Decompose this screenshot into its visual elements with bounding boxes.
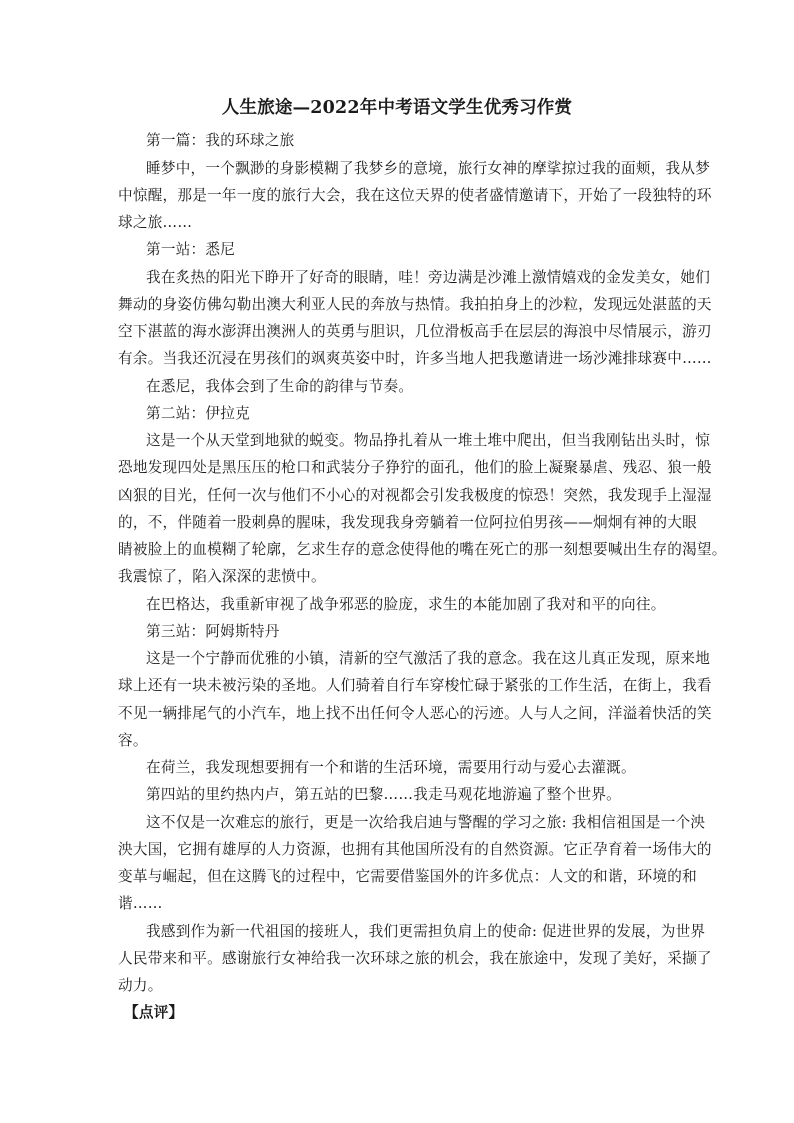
paragraph-line: 睛被脸上的血模糊了轮廓，乞求生存的意念使得他的嘴在死亡的那一刻想要喊出生存的渴望。	[118, 541, 727, 558]
paragraph-line: 有余。当我还沉浸在男孩们的飒爽英姿中时，许多当地人把我邀请进一场沙滩排球赛中……	[118, 350, 712, 367]
section-heading: 第一篇：我的环球之旅	[146, 132, 295, 149]
paragraph-line: 这是一个宁静而优雅的小镇，清新的空气激活了我的意念。我在这儿真正发现，原来地	[146, 650, 711, 667]
paragraph-line: 动力。	[118, 977, 163, 994]
paragraph-line: 第四站的里约热内卢，第五站的巴黎……我走马观花地游遍了整个世界。	[146, 786, 622, 803]
paragraph-line: 恐地发现四处是黑压压的枪口和武装分子狰狞的面孔，他们的脸上凝聚暴虐、残忍、狼一般	[118, 459, 712, 476]
document-title: 人生旅途—2022年中考语文学生优秀习作赏	[221, 98, 573, 118]
section-heading: 第二站：伊拉克	[146, 405, 250, 422]
paragraph-line: 球上还有一块未被污染的圣地。人们骑着自行车穿梭忙碌于紧张的工作生活，在街上，我看	[118, 677, 712, 694]
paragraph-line: 这不仅是一次难忘的旅行，更是一次给我启迪与警醒的学习之旅: 我相信祖国是一个泱	[146, 814, 706, 831]
paragraph-line: 我感到作为新一代祖国的接班人，我们更需担负肩上的使命: 促进世界的发展，为世界	[146, 923, 706, 940]
paragraph-line: 变革与崛起，但在这腾飞的过程中，它需要借鉴国外的许多优点：人文的和谐，环境的和	[118, 868, 697, 885]
paragraph-line: 我震惊了，陷入深深的悲愤中。	[118, 568, 326, 585]
paragraph-line: 球之旅……	[118, 214, 193, 231]
paragraph-line: 泱大国，它拥有雄厚的人力资源，也拥有其他国所没有的自然资源。它正孕育着一场伟大的	[118, 841, 712, 858]
paragraph-line: 我在炙热的阳光下睁开了好奇的眼睛，哇！旁边满是沙滩上激情嬉戏的金发美女，她们	[146, 269, 711, 286]
paragraph-line: 凶狠的目光，任何一次与他们不小心的对视都会引发我极度的惊恐！突然，我发现手上湿湿	[118, 487, 712, 504]
paragraph-line: 这是一个从天堂到地狱的蜕变。物品挣扎着从一堆土堆中爬出，但当我刚钻出头时，惊	[146, 432, 711, 449]
section-heading: 第三站：阿姆斯特丹	[146, 623, 280, 640]
paragraph-line: 的，不，伴随着一股刺鼻的腥味，我发现我身旁躺着一位阿拉伯男孩——炯炯有神的大眼	[118, 514, 697, 531]
paragraph-line: 在巴格达，我重新审视了战争邪恶的脸庞，求生的本能加剧了我对和平的向往。	[146, 596, 666, 613]
paragraph-line: 在荷兰，我发现想要拥有一个和谐的生活环境，需要用行动与爱心去灌溉。	[146, 759, 636, 776]
paragraph-line: 不见一辆排尾气的小汽车，地上找不出任何令人恶心的污迹。人与人之间，洋溢着快活的笑	[118, 705, 712, 722]
paragraph-line: 在悉尼，我体会到了生命的韵律与节奏。	[146, 378, 414, 395]
paragraph-line: 容。	[118, 732, 148, 749]
paragraph-line: 睡梦中，一个飘渺的身影模糊了我梦乡的意境，旅行女神的摩挲掠过我的面颊，我从梦	[146, 160, 711, 177]
paragraph-line: 舞动的身姿仿佛勾勒出澳大利亚人民的奔放与热情。我拍拍身上的沙粒，发现远处湛蓝的天	[118, 296, 712, 313]
paragraph-line: 人民带来和平。感谢旅行女神给我一次环球之旅的机会，我在旅途中，发现了美好，采撷了	[118, 950, 712, 967]
section-heading: 第一站：悉尼	[146, 241, 236, 258]
paragraph-line: 中惊醒，那是一年一度的旅行大会，我在这位天界的使者盛情邀请下，开始了一段独特的环	[118, 187, 712, 204]
paragraph-line: 空下湛蓝的海水澎湃出澳洲人的英勇与胆识，几位滑板高手在层层的海浪中尽情展示，游刃	[118, 323, 712, 340]
paragraph-line: 谐……	[118, 895, 163, 912]
commentary-heading: 【点评】	[124, 1004, 184, 1021]
